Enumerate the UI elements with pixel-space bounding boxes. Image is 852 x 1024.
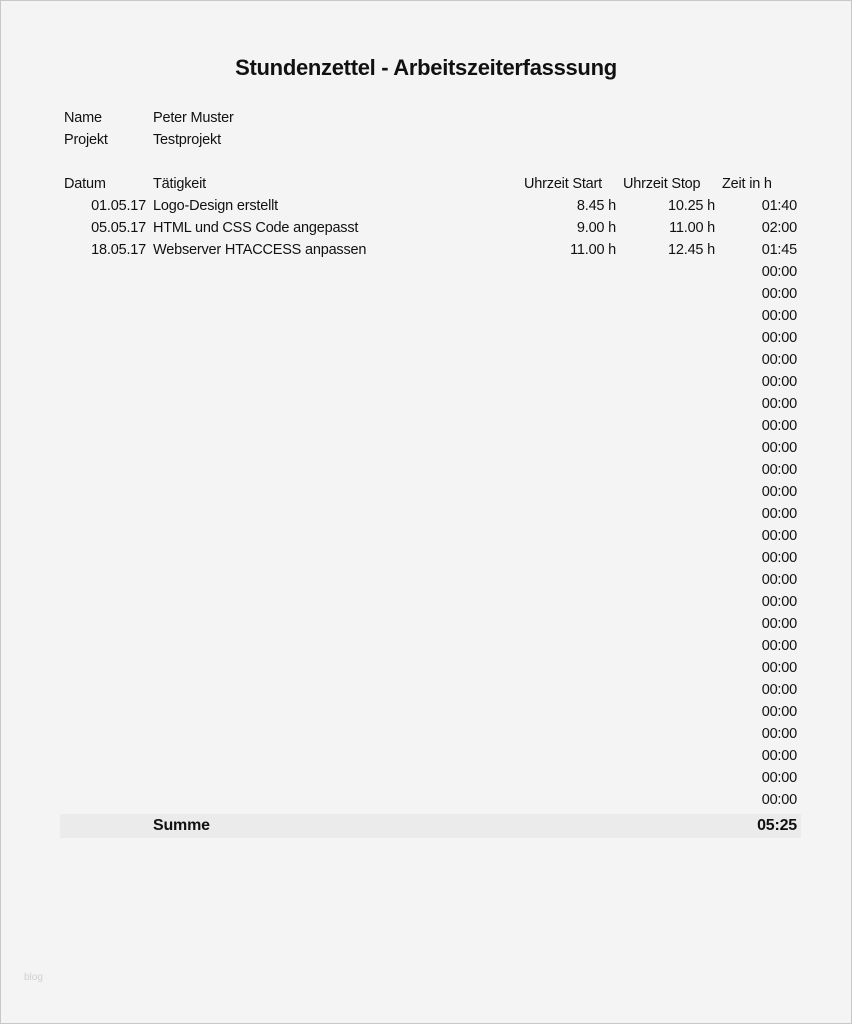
cell-duration: 02:00 (761, 220, 797, 236)
cell-duration: 00:00 (761, 462, 797, 478)
header-start: Uhrzeit Start (524, 176, 602, 192)
cell-duration: 00:00 (761, 418, 797, 434)
cell-stop: 12.45 h (668, 242, 715, 258)
project-label: Projekt (64, 132, 108, 148)
cell-start: 8.45 h (576, 198, 616, 214)
cell-stop: 10.25 h (668, 198, 715, 214)
cell-duration: 00:00 (761, 550, 797, 566)
cell-duration: 01:45 (761, 242, 797, 258)
cell-duration: 00:00 (761, 528, 797, 544)
cell-duration: 00:00 (761, 792, 797, 808)
cell-duration: 00:00 (761, 638, 797, 654)
cell-date: 01.05.17 (91, 198, 146, 214)
cell-duration: 00:00 (761, 440, 797, 456)
cell-duration: 00:00 (761, 770, 797, 786)
cell-duration: 00:00 (761, 660, 797, 676)
cell-duration: 00:00 (761, 594, 797, 610)
cell-duration: 00:00 (761, 330, 797, 346)
header-date: Datum (64, 176, 106, 192)
cell-start: 9.00 h (576, 220, 616, 236)
cell-duration: 00:00 (761, 286, 797, 302)
cell-duration: 00:00 (761, 682, 797, 698)
cell-duration: 00:00 (761, 308, 797, 324)
watermark: blog (24, 972, 43, 983)
page-title: Stundenzettel - Arbeitszeiterfasssung (235, 55, 617, 80)
cell-duration: 00:00 (761, 506, 797, 522)
cell-duration: 00:00 (761, 726, 797, 742)
cell-duration: 00:00 (761, 352, 797, 368)
header-duration: Zeit in h (722, 176, 772, 192)
cell-activity: Logo-Design erstellt (153, 198, 278, 214)
header-stop: Uhrzeit Stop (623, 176, 701, 192)
name-value: Peter Muster (153, 110, 234, 126)
cell-duration: 00:00 (761, 704, 797, 720)
cell-duration: 00:00 (761, 264, 797, 280)
cell-duration: 00:00 (761, 616, 797, 632)
cell-activity: HTML und CSS Code angepasst (153, 220, 359, 236)
cell-duration: 00:00 (761, 484, 797, 500)
cell-duration: 00:00 (761, 374, 797, 390)
name-label: Name (64, 110, 102, 126)
cell-duration: 00:00 (761, 748, 797, 764)
project-value: Testprojekt (153, 132, 221, 148)
cell-stop: 11.00 h (669, 220, 715, 236)
header-activity: Tätigkeit (153, 176, 206, 192)
total-value: 05:25 (757, 817, 797, 834)
cell-activity: Webserver HTACCESS anpassen (153, 242, 367, 258)
total-label: Summe (153, 817, 210, 834)
cell-start: 11.00 h (570, 242, 616, 258)
cell-date: 18.05.17 (91, 242, 146, 258)
cell-duration: 00:00 (761, 396, 797, 412)
cell-duration: 00:00 (761, 572, 797, 588)
cell-duration: 01:40 (761, 198, 797, 214)
cell-date: 05.05.17 (91, 220, 146, 236)
